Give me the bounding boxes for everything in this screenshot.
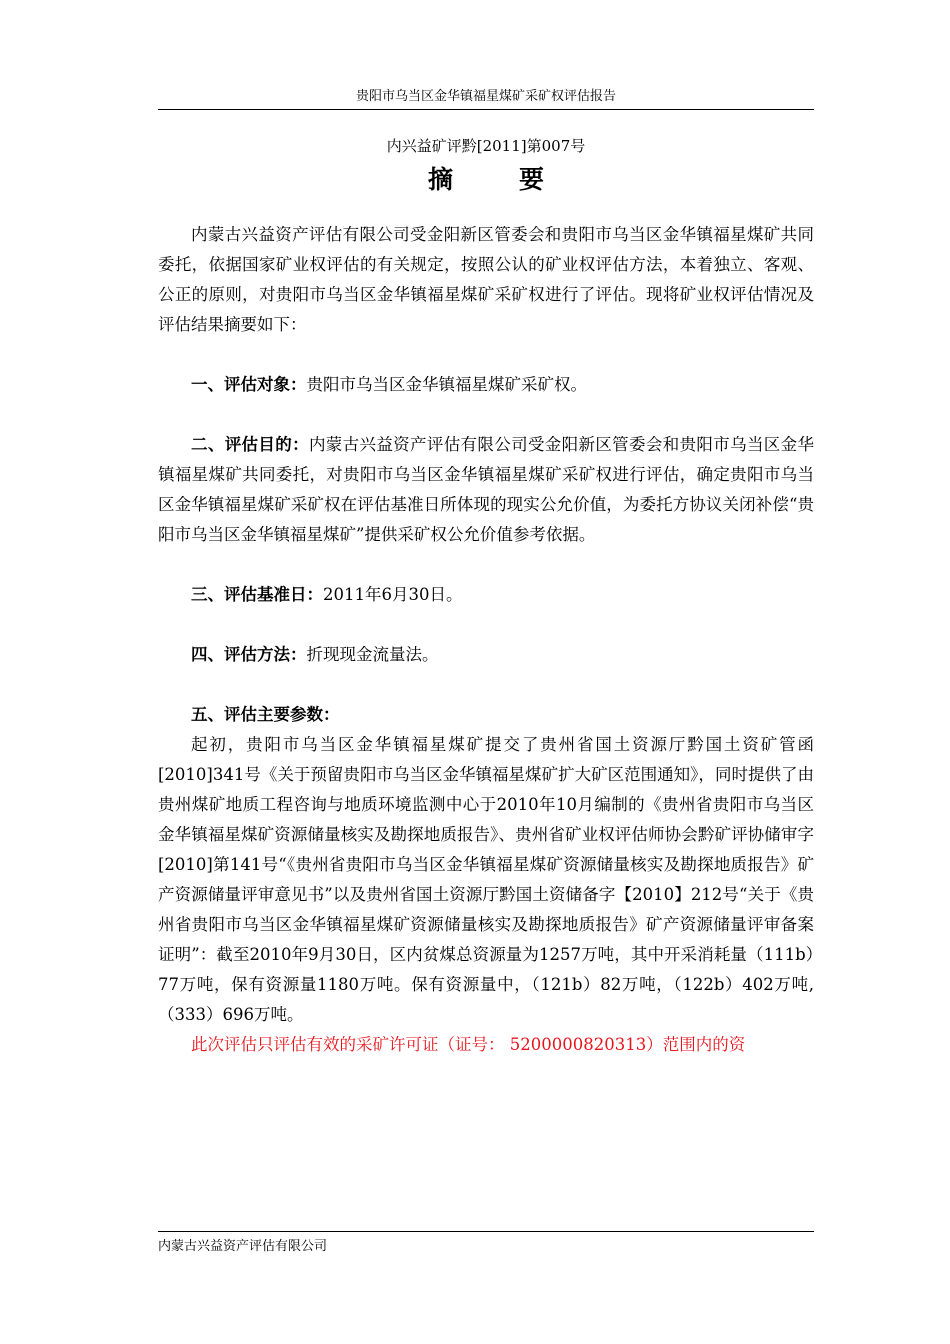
footer-company: 内蒙古兴益资产评估有限公司 (158, 1239, 328, 1254)
footer-divider (158, 1231, 814, 1232)
document-number: 内兴益矿评黔[2011]第007号 (386, 137, 586, 155)
section-text: 2011年6月30日。 (323, 585, 463, 604)
header-divider (158, 109, 814, 110)
scope-note-paragraph: 此次评估只评估有效的采矿许可证（证号： 5200000820313）范围内的资 (191, 1035, 746, 1054)
section-purpose (158, 430, 814, 550)
document-body (158, 220, 814, 1060)
section-parameters (158, 700, 814, 730)
section-label: 五、评估主要参数： (191, 705, 340, 724)
section-label: 三、评估基准日： (191, 585, 323, 604)
section-label: 二、评估目的： (191, 435, 309, 454)
page-header-title: 贵阳市乌当区金华镇福星煤矿采矿权评估报告 (355, 89, 616, 104)
section-base-date (158, 580, 814, 610)
section-text: 折现现金流量法。 (306, 645, 439, 664)
section-method (158, 640, 814, 670)
section-object (158, 370, 814, 400)
intro-paragraph: 内蒙古兴益资产评估有限公司受金阳新区管委会和贵阳市乌当区金华镇福星煤矿共同委托，依据国家矿业权评估的有关规定，按照公认的矿业权评估方法，本着独立、客观、公正的原则，对贵阳市乌当区金华镇福星煤矿采矿权进行了评估。现将矿业权评估情况及评估结果摘要如下： (158, 225, 814, 334)
section-text: 贵阳市乌当区金华镇福星煤矿采矿权。 (306, 375, 587, 394)
section-label: 四、评估方法： (191, 645, 307, 664)
section-text: 内蒙古兴益资产评估有限公司受金阳新区管委会和贵阳市乌当区金华镇福星煤矿共同委托，对贵阳市乌当区金华镇福星煤矿采矿权进行评估，确定贵阳市乌当区金华镇福星煤矿采矿权在评估基准日所体现的现实公允价值，为委托方协议关闭补偿“贵阳市乌当区金华镇福星煤矿”提供采矿权公允价值参考依据。 (158, 435, 815, 544)
parameters-paragraph: 起初，贵阳市乌当区金华镇福星煤矿提交了贵州省国土资源厅黔国土资矿管函[2010]341号《关于预留贵阳市乌当区金华镇福星煤矿扩大矿区范围通知》，同时提供了由贵州煤矿地质工程咨询与地质环境监测中心于2010年10月编制的《贵州省贵阳市乌当区金华镇福星煤矿资源储量核实及勘探地质报告》、贵州省矿业权评估师协会黔矿评协储审字[2010]第141号“《贵州省贵阳市乌当区金华镇福星煤矿资源储量核实及勘探地质报告》矿产资源储量评审意见书”以及贵州省国土资源厅黔国土资储备字【2010】212号“关于《贵州省贵阳市乌当区金华镇福星煤矿资源储量核实及勘探地质报告》矿产资源储量评审备案证明”：截至2010年9月30日，区内贫煤总资源量为1257万吨，其中开采消耗量（111b）77万吨，保有资源量1180万吨。保有资源量中，（121b）82万吨，（122b）402万吨,（333）696万吨。 (158, 735, 814, 1024)
page-title: 摘要 (427, 165, 610, 194)
section-label: 一、评估对象： (191, 375, 307, 394)
